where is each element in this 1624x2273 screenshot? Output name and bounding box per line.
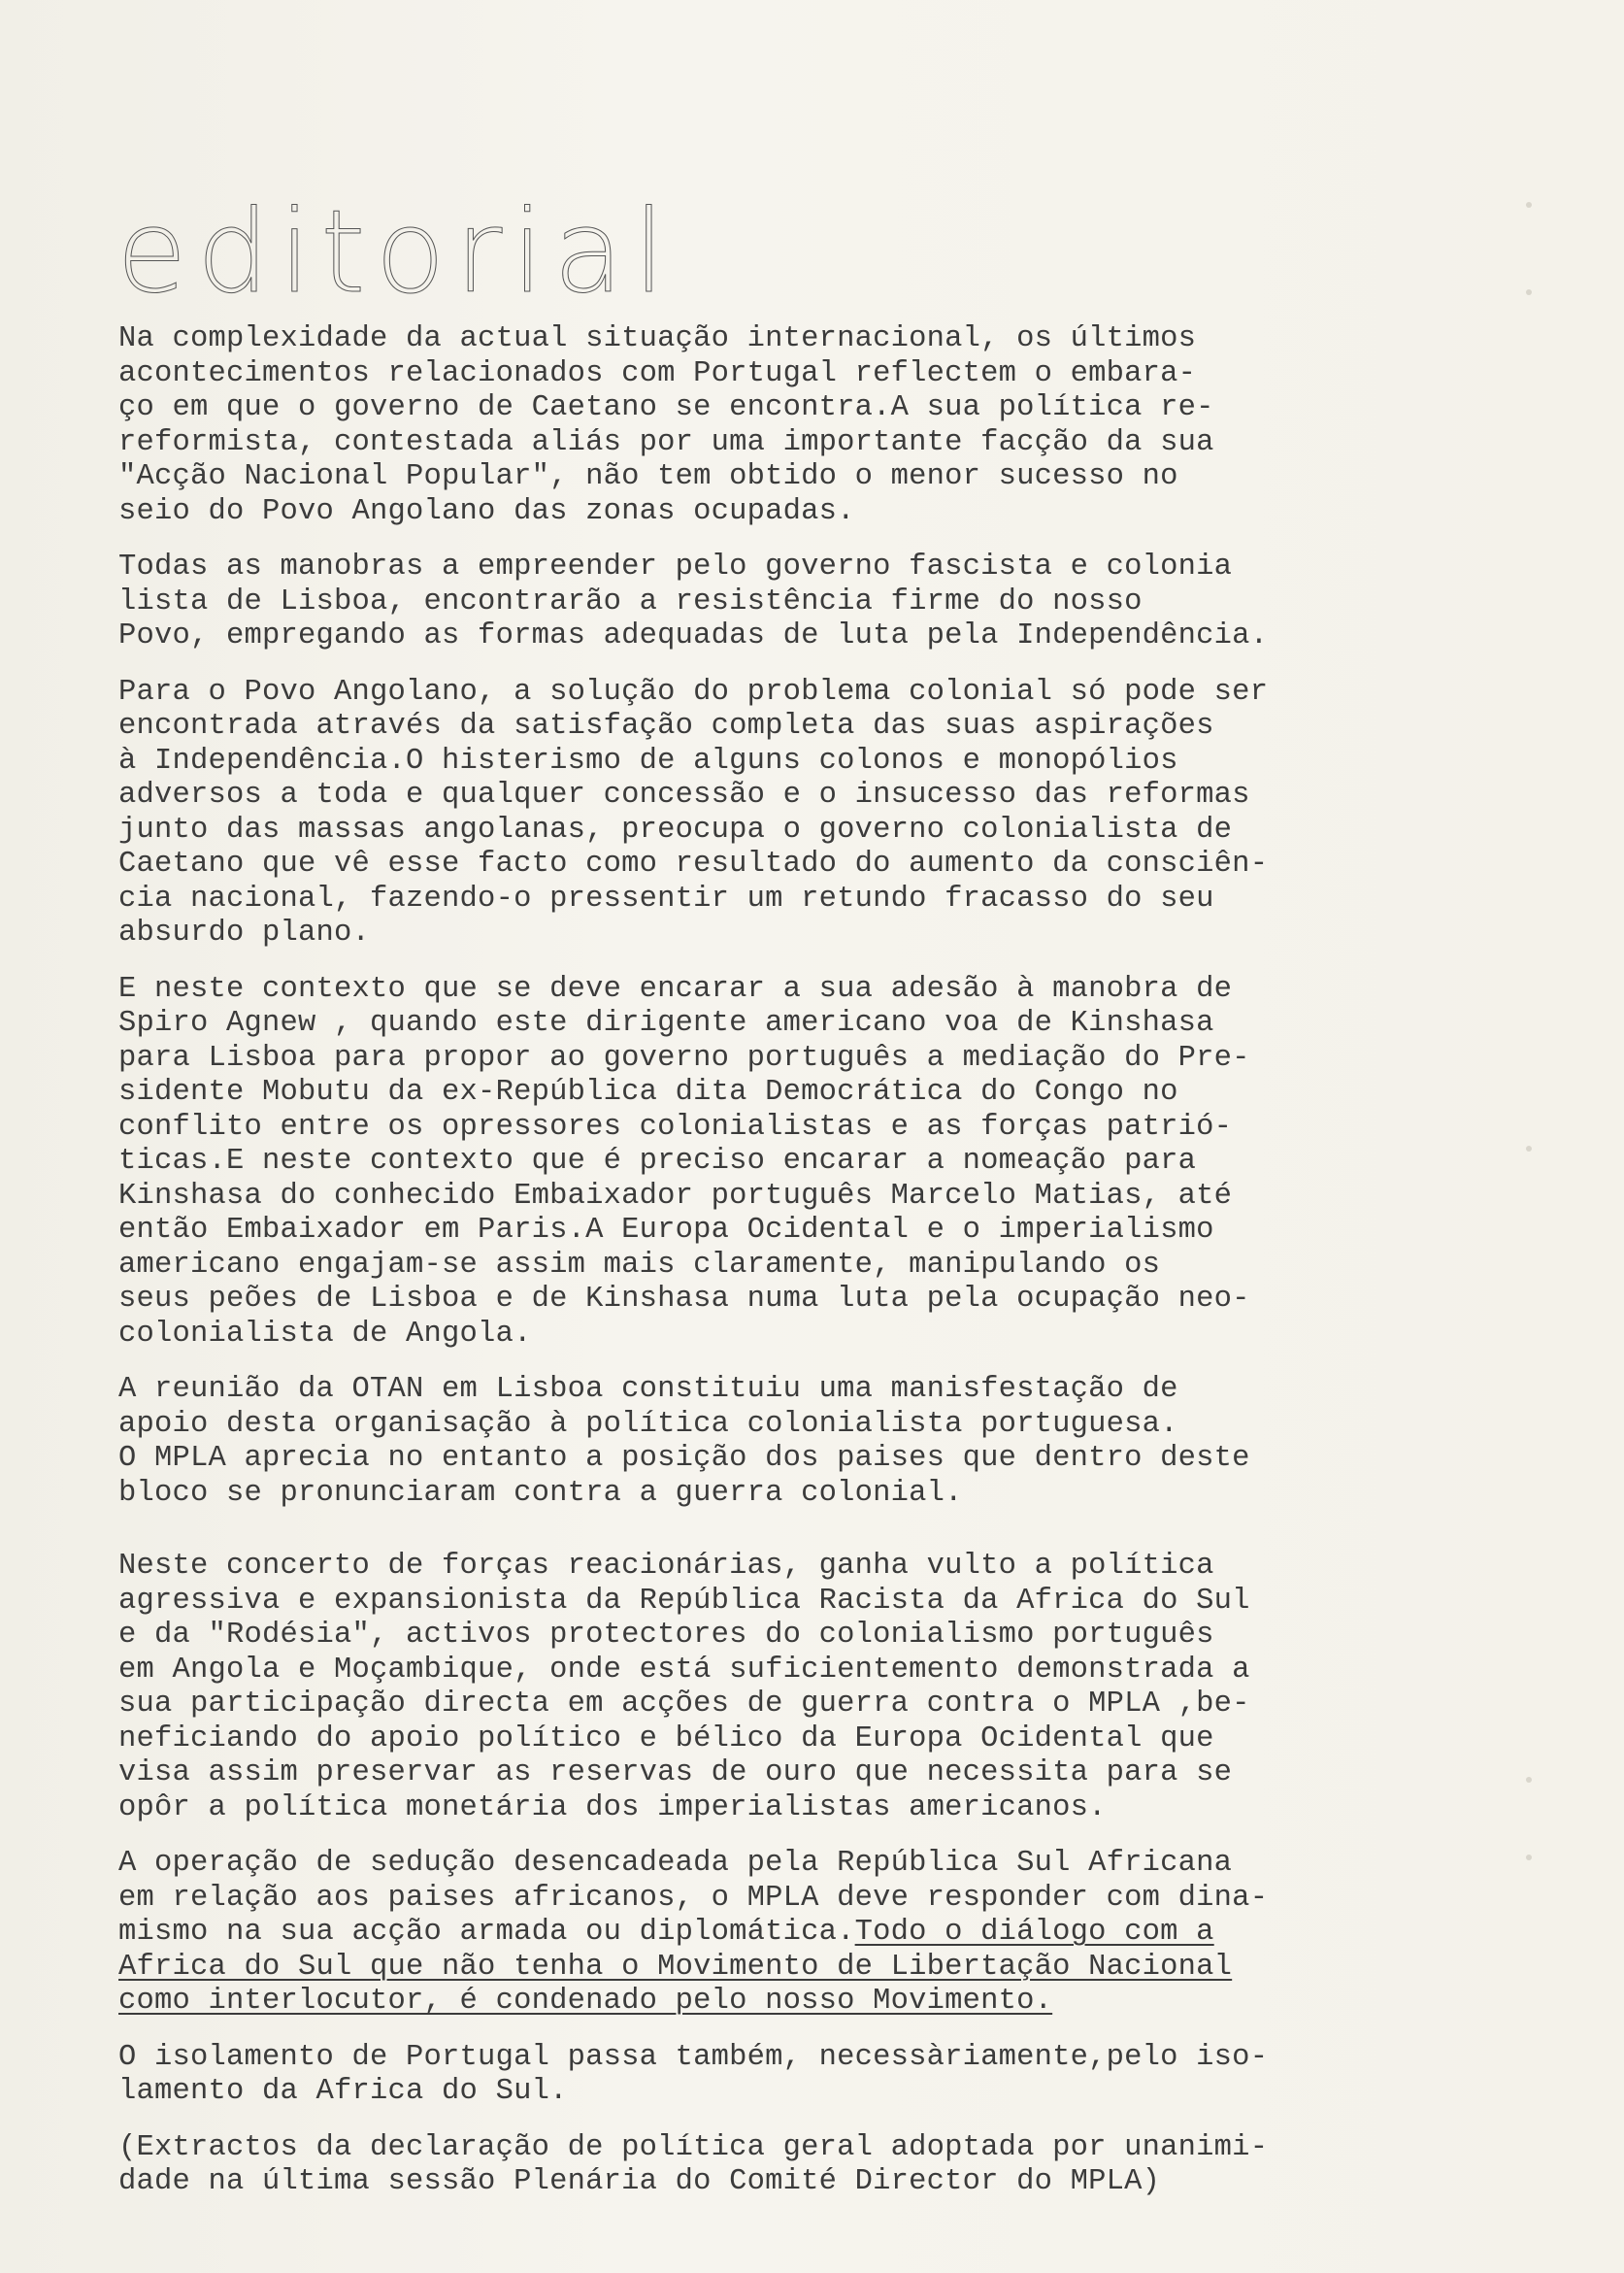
text-line: O MPLA aprecia no entanto a posição dos paises que dentro deste <box>118 1442 1250 1475</box>
text-line: junto das massas angolanas, preocupa o governo colonialista de <box>118 813 1233 847</box>
text-line: Spiro Agnew , quando este dirigente americano voa de Kinshasa <box>118 1007 1214 1040</box>
underlined-text: Todo o diálogo com a <box>854 1916 1214 1949</box>
text-line: em Angola e Moçambique, onde está suficientemento demonstrada a <box>118 1653 1250 1687</box>
text-line: dade na última sessão Plenária do Comité Director do MPLA) <box>118 2165 1161 2198</box>
text-line: americano engajam-se assim mais claramente, manipulando os <box>118 1248 1161 1282</box>
text-line: absurdo plano. <box>118 917 371 950</box>
text-line: encontrada através da satisfação completa das suas aspirações <box>118 710 1214 743</box>
text-line: ticas.E neste contexto que é preciso encarar a nomeação para <box>118 1145 1197 1178</box>
text-line: e da "Rodésia", activos protectores do colonialismo português <box>118 1619 1214 1652</box>
text-line: sidente Mobutu da ex-República dita Democrática do Congo no <box>118 1076 1178 1109</box>
text-line: visa assim preservar as reservas de ouro que necessita para se <box>118 1756 1233 1789</box>
paragraph-8 <box>118 2041 1409 2110</box>
paragraph-3 <box>118 676 1409 952</box>
paragraph-4 <box>118 973 1409 1353</box>
text-line: Caetano que vê esse facto como resultado do aumento da consciên- <box>118 848 1269 881</box>
text-line: Todas as manobras a empreender pelo governo fascista e colonia <box>118 551 1233 584</box>
text-line: ço em que o governo de Caetano se encontra.A sua política re- <box>118 391 1214 424</box>
text-line: apoio desta organisação à política colonialista portuguesa. <box>118 1407 1178 1441</box>
text-line: colonialista de Angola. <box>118 1317 532 1351</box>
text-line: opôr a política monetária dos imperialistas americanos. <box>118 1790 1107 1824</box>
text-line: A operação de sedução desencadeada pela República Sul Africana <box>118 1847 1233 1880</box>
text-line: cia nacional, fazendo-o pressentir um retundo fracasso do seu <box>118 882 1214 916</box>
text-line: acontecimentos relacionados com Portugal reflectem o embara- <box>118 356 1197 390</box>
text-line: E neste contexto que se deve encarar a sua adesão à manobra de <box>118 972 1233 1006</box>
text-line: sua participação directa em acções de guerra contra o MPLA ,be- <box>118 1688 1250 1721</box>
punch-hole-mark <box>1526 1777 1532 1783</box>
underlined-text-line: como interlocutor, é condenado pelo nosso Movimento. <box>118 1985 1053 2018</box>
text-line: (Extractos da declaração de política geral adoptada por unanimi- <box>118 2130 1269 2164</box>
paragraph-7 <box>118 1847 1409 2020</box>
text-line: Neste concerto de forças reacionárias, ganha vulto a política <box>118 1550 1214 1583</box>
punch-hole-mark <box>1526 1855 1532 1860</box>
text-line: lista de Lisboa, encontrarão a resistência firme do nosso <box>118 585 1143 618</box>
text-fragment: mismo na sua acção armada ou diplomática. <box>118 1916 855 1949</box>
text-line: Para o Povo Angolano, a solução do problema colonial só pode ser <box>118 675 1269 709</box>
text-line: A reunião da OTAN em Lisboa constituiu uma manisfestação de <box>118 1373 1178 1406</box>
text-line: lamento da Africa do Sul. <box>118 2075 568 2108</box>
text-line: "Acção Nacional Popular", não tem obtido o menor sucesso no <box>118 460 1178 493</box>
text-line: Na complexidade da actual situação internacional, os últimos <box>118 322 1197 355</box>
text-line: adversos a toda e qualquer concessão e o insucesso das reformas <box>118 779 1250 812</box>
text-line: seus peões de Lisboa e de Kinshasa numa luta pela ocupação neo- <box>118 1283 1250 1316</box>
paragraph-6 <box>118 1550 1409 1825</box>
editorial-body <box>118 322 1409 2200</box>
text-line: seio do Povo Angolano das zonas ocupadas. <box>118 494 855 528</box>
text-line: então Embaixador em Paris.A Europa Ocidental e o imperialismo <box>118 1214 1214 1247</box>
source-note <box>118 2131 1409 2200</box>
text-line: neficiando do apoio político e bélico da Europa Ocidental que <box>118 1721 1214 1755</box>
text-line: conflito entre os opressores colonialistas e as forças patrió- <box>118 1110 1233 1144</box>
text-line: em relação aos paises africanos, o MPLA deve responder com dina- <box>118 1881 1269 1915</box>
text-line <box>118 1916 1409 1951</box>
text-line: Povo, empregando as formas adequadas de luta pela Independência. <box>118 619 1269 652</box>
paragraph-2 <box>118 551 1409 654</box>
text-line: bloco se pronunciaram contra a guerra colonial. <box>118 1476 963 1510</box>
paragraph-5 <box>118 1373 1409 1511</box>
text-line: para Lisboa para propor ao governo português a mediação do Pre- <box>118 1041 1250 1075</box>
underlined-text-line: Africa do Sul que não tenha o Movimento de Libertação Nacional <box>118 1950 1233 1984</box>
punch-hole-mark <box>1526 1146 1532 1152</box>
punch-hole-mark <box>1526 289 1532 295</box>
punch-hole-mark <box>1526 202 1532 208</box>
text-line: agressiva e expansionista da República Racista da Africa do Sul <box>118 1584 1250 1618</box>
page-title: editorial <box>116 184 676 318</box>
paragraph-1 <box>118 322 1409 529</box>
text-line: reformista, contestada aliás por uma importante facção da sua <box>118 425 1214 459</box>
text-line: à Independência.O histerismo de alguns colonos e monopólios <box>118 744 1178 778</box>
text-line: O isolamento de Portugal passa também, necessàriamente,pelo iso- <box>118 2040 1269 2074</box>
text-line: Kinshasa do conhecido Embaixador português Marcelo Matias, até <box>118 1179 1233 1213</box>
